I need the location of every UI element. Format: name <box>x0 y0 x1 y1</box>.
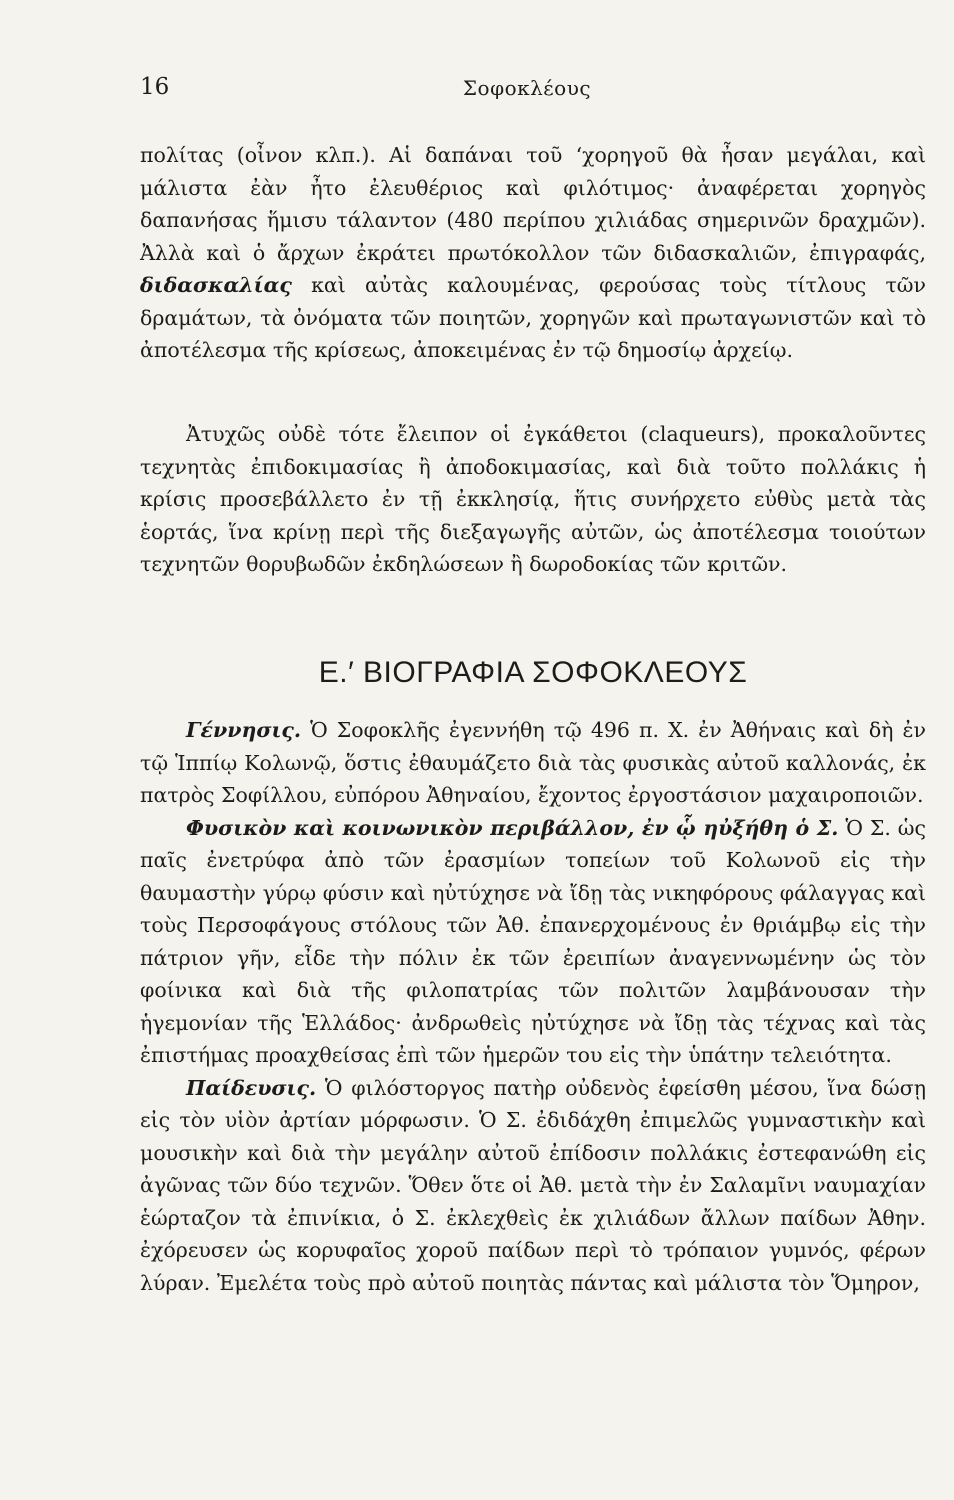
paragraph-claqueurs <box>140 418 926 581</box>
section-title: Ε.′ ΒΙΟΓΡΑΦΙΑ ΣΟΦΟΚΛΕΟΥΣ <box>318 656 748 689</box>
paragraph-text: Ὁ Σοφοκλῆς ἐγεννήθη τῷ 496 π. Χ. ἐν Ἀθήναις καὶ δὴ ἐν τῷ Ἱππίῳ Κολωνῷ, ὅστις ἐθαυμάζετο διὰ τὰς φυσικὰς αὐτοῦ καλλονάς, ἐκ πατρὸς Σοφίλλου, εὐπόρου Ἀθηναίου, ἔχοντος ἐργοστάσιον μαχαιροποιῶν. <box>140 718 926 807</box>
paragraph-text: Ὁ Σ. ὡς παῖς ἐνετρύφα ἀπὸ τῶν ἐρασμίων τοπείων τοῦ Κολωνοῦ εἰς τὴν θαυμαστὴν γύρῳ φύσιν καὶ ηὐτύχησε νὰ ἴδῃ τὰς νικηφόρους φάλαγγας καὶ τοὺς Περσοφάγους στόλους τῶν Ἀθ. ἐπανερχομένους ἐν θριάμβῳ εἰς τὴν πάτριον γῆν, εἶδε τὴν πόλιν ἐκ τῶν ἐρειπίων ἀναγεννωμένην ὡς τὸν φοίνικα καὶ διὰ τῆς φιλοπατρίας τῶν πολιτῶν λαμβάνουσαν τὴν ἡγεμονίαν τῆς Ἑλλάδος· ἀνδρωθεὶς ηὐτύχησε νὰ ἴδῃ τὰς τέχνας καὶ τὰς ἐπιστήμας προαχθείσας ἐπὶ τῶν ἡμερῶν του εἰς τὴν ὑπάτην τελειότητα. <box>140 815 927 1067</box>
emphasis-didaskalias: διδασκαλίας <box>140 273 292 297</box>
running-title: Σοφοκλέους <box>462 76 592 100</box>
runin-heading: Παίδευσις. <box>186 1075 317 1100</box>
paragraph-text-continued: καὶ αὐτὰς καλουμένας, φερούσας τοὺς τίτλους τῶν δραμάτων, τὰ ὀνόματα τῶν ποιητῶν, χορηγῶν καὶ πρωταγωνιστῶν καὶ τὸ ἀποτέλεσμα τῆς κρίσεως, ἀποκειμένας ἐν τῷ δημοσίῳ ἀρχείῳ. <box>140 273 926 362</box>
page-number: 16 <box>140 74 170 100</box>
runin-heading: Γέννησις. <box>186 718 302 742</box>
paragraph-text: Ὁ φιλόστοργος πατὴρ οὐδενὸς ἐφείσθη μέσου, ἵνα δώσῃ εἰς τὸν υἱὸν ἀρτίαν μόρφωσιν. Ὁ Σ. ἐδιδάχθη ἐπιμελῶς γυμναστικὴν καὶ μουσικὴν καὶ διὰ τὴν μεγάλην αὐτοῦ ἐπίδοσιν πολλάκις ἐστεφανώθη εἰς ἀγῶνας τῶν δύο τεχνῶν. Ὅθεν ὅτε οἱ Ἀθ. μετὰ τὴν ἐν Σαλαμῖνι ναυμαχίαν ἑώρταζον τὰ ἐπινίκια, ὁ Σ. ἐκλεχθεὶς ἐκ χιλιάδων ἄλλων παίδων Ἀθην. ἐχόρευσεν ὡς κορυφαῖος χοροῦ παίδων περὶ τὸ τρόπαιον γυμνός, φέρων λύραν. Ἐμελέτα τοὺς πρὸ αὐτοῦ ποιητὰς πάντας καὶ μάλιστα τὸν Ὅμηρον, <box>140 1075 926 1295</box>
paragraph-text: πολίτας (οἶνον κλπ.). Αἱ δαπάναι τοῦ ‘χορηγοῦ θὰ ἦσαν μεγάλαι, καὶ μάλιστα ἐὰν ἦτο ἐλευθέριος καὶ φιλότιμος· ἀναφέρεται χορηγὸς δαπανήσας ἥμισυ τάλαντον (480 περίπου χιλιάδας σημερινῶν δραχμῶν). Ἀλλὰ καὶ ὁ ἄρχων ἐκράτει πρωτόκολλον τῶν διδασκαλιῶν, ἐπιγραφάς, <box>140 143 926 265</box>
runin-heading: Φυσικὸν καὶ κοινωνικὸν περιβάλλον, ἐν ᾧ ηὐξήθη ὁ Σ. <box>186 815 839 840</box>
paragraph-environment <box>140 812 926 1072</box>
paragraph-education <box>140 1072 926 1300</box>
paragraph-text: Ἀτυχῶς οὐδὲ τότε ἔλειπον οἱ ἐγκάθετοι (claqueurs), προκαλοῦντες τεχνητὰς ἐπιδοκιμασίας ἢ ἀποδοκιμασίας, καὶ διὰ τοῦτο πολλάκις ἡ κρίσις προσεβάλλετο ἐν τῇ ἐκκλησίᾳ, ἥτις συνήρχετο εὐθὺς μετὰ τὰς ἑορτάς, ἵνα κρίνῃ περὶ τῆς διεξαγωγῆς αὐτῶν, ὡς ἀποτέλεσμα τοιούτων τεχνητῶν θορυβωδῶν ἐκδηλώσεων ἢ δωροδοκίας τῶν κριτῶν. <box>140 422 926 576</box>
page-header <box>140 74 914 108</box>
biography-section <box>140 714 926 1299</box>
paragraph-birth <box>140 714 926 812</box>
paragraph-choregia <box>140 139 926 367</box>
